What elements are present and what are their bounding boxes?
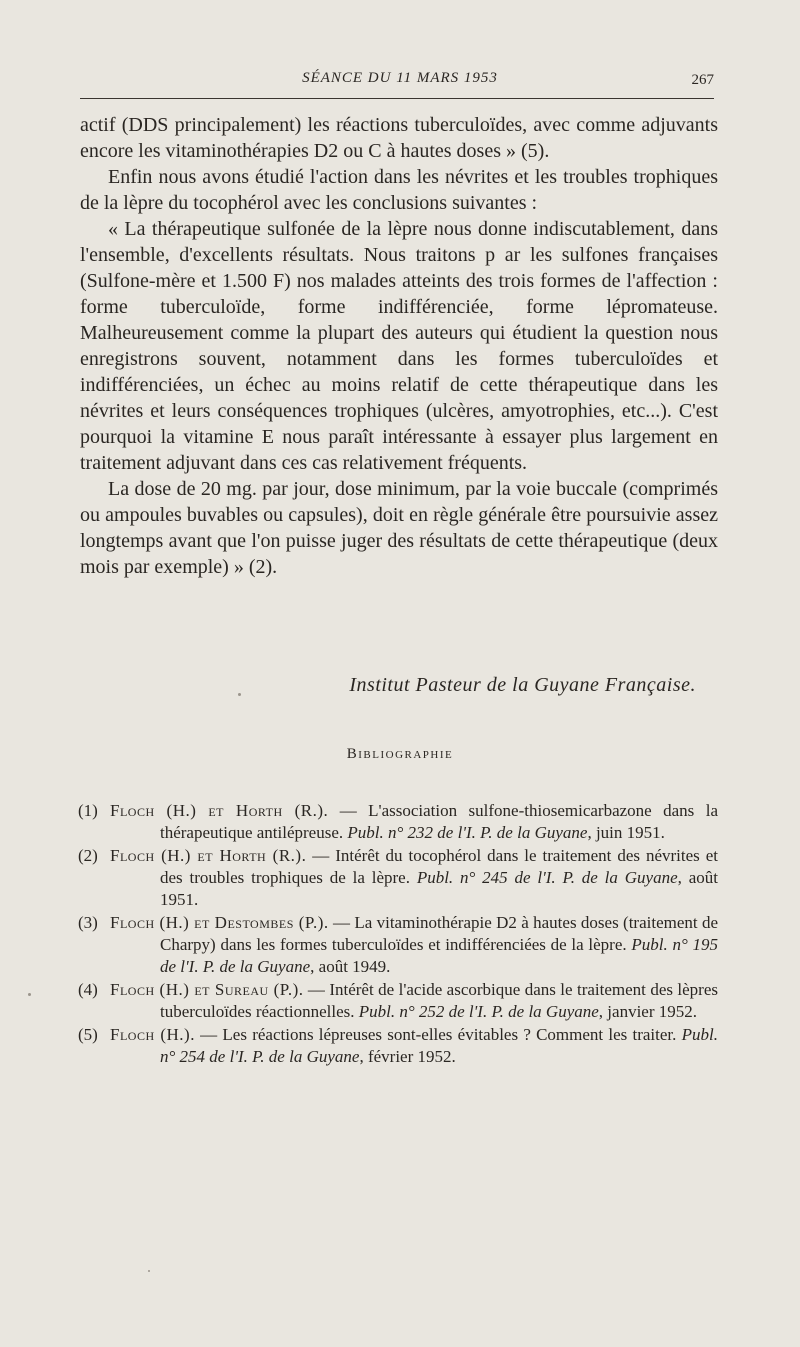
reference-authors: Floch (H.) et Sureau (P.). — [110, 980, 304, 999]
reference-date: , février 1952. — [359, 1047, 456, 1066]
reference-citation: Publ. n° 232 de l'I. P. de la Guyane — [347, 823, 588, 842]
paragraph-3: « La thérapeutique sulfonée de la lèpre nous donne indiscutablement, dans l'ensemble, d'excellents résultats. Nous traitons p ar les sulfones françaises (Sulfone-mère et 1.500 F) nos malades atteints des trois formes de l'affection : forme tuberculoïde, forme indifférenciée, forme lépromateuse. Malheureusement comme la plupart des auteurs qui étudient la question nous enregistrons souvent, notamment dans les formes tuberculoïdes et indifférenciées, un échec au moins relatif de cette thérapeutique dans les névrites et leurs conséquences trophiques (ulcères, amyotrophies, etc...). C'est pourquoi la vitamine E nous paraît intéressante à essayer plus largement en traitement adjuvant dans ces cas relativement fréquents. — [80, 218, 718, 474]
paper-speck — [28, 993, 31, 996]
paragraph-1: actif (DDS principalement) les réactions tuberculoïdes, avec comme adjuvants encore les vitaminothérapies D2 ou C à hautes doses » (5). — [80, 114, 718, 162]
paragraph-4: La dose de 20 mg. par jour, dose minimum, par la voie buccale (comprimés ou ampoules buvables ou capsules), doit en règle générale être poursuivie assez longtemps avant que l'on puisse juger des résultats de cette thérapeutique (deux mois par exemple) » (2). — [80, 478, 718, 578]
page-number: 267 — [691, 72, 714, 88]
reference-number: (5) — [78, 1025, 98, 1044]
reference-authors: Floch (H.) et Horth (R.). — [110, 846, 307, 865]
reference-authors: Floch (H.) et Destombes (P.). — [110, 913, 329, 932]
paper-speck — [238, 693, 241, 696]
reference-date: , août 1951. — [160, 868, 718, 909]
reference-number: (2) — [78, 846, 98, 865]
reference-citation: Publ. n° 252 de l'I. P. de la Guyane — [358, 1002, 599, 1021]
reference-date: , janvier 1952. — [598, 1002, 697, 1021]
header-rule — [80, 98, 714, 99]
reference-number: (1) — [78, 801, 98, 820]
reference-authors: Floch (H.) et Horth (R.). — [110, 801, 329, 820]
reference-item — [78, 1024, 718, 1068]
page-header — [80, 66, 720, 96]
bibliography-title: Bibliographie — [346, 746, 454, 762]
reference-authors: Floch (H.). — [110, 1025, 195, 1044]
body-text — [80, 112, 718, 580]
institution-signature: Institut Pasteur de la Guyane Française. — [349, 674, 696, 696]
reference-citation: Publ. n° 195 de l'I. P. de la Guyane — [160, 935, 718, 976]
reference-title: — Les réactions lépreuses sont-elles évitables ? Comment les traiter. — [194, 1025, 682, 1044]
reference-item — [78, 979, 718, 1023]
running-title: SÉANCE DU 11 MARS 1953 — [302, 70, 498, 86]
reference-list — [78, 800, 718, 1069]
reference-date: , août 1949. — [310, 957, 391, 976]
reference-citation: Publ. n° 245 de l'I. P. de la Guyane — [416, 868, 678, 887]
reference-item — [78, 912, 718, 978]
reference-item — [78, 800, 718, 844]
reference-number: (4) — [78, 980, 98, 999]
reference-date: , juin 1951. — [587, 823, 665, 842]
reference-title: — Intérêt de l'acide ascorbique dans le traitement des lèpres tuberculoïdes réactionnelles. — [160, 980, 718, 1021]
reference-number: (3) — [78, 913, 98, 932]
reference-item — [78, 845, 718, 911]
reference-title: — Intérêt du tocophérol dans le traitement des névrites et des troubles trophiques de la lèpre. — [160, 846, 718, 887]
reference-title: — L'association sulfone-thiosemicarbazone dans la thérapeutique antilépreuse. — [160, 801, 719, 842]
paper-speck — [148, 1270, 150, 1272]
reference-title: — La vitaminothérapie D2 à hautes doses (traitement de Charpy) dans les formes tuberculoïdes et indifférenciées de la lèpre. — [160, 913, 718, 954]
paragraph-2: Enfin nous avons étudié l'action dans les névrites et les troubles trophiques de la lèpre du tocophérol avec les conclusions suivantes : — [80, 166, 718, 214]
reference-citation: Publ. n° 254 de l'I. P. de la Guyane — [160, 1025, 718, 1066]
